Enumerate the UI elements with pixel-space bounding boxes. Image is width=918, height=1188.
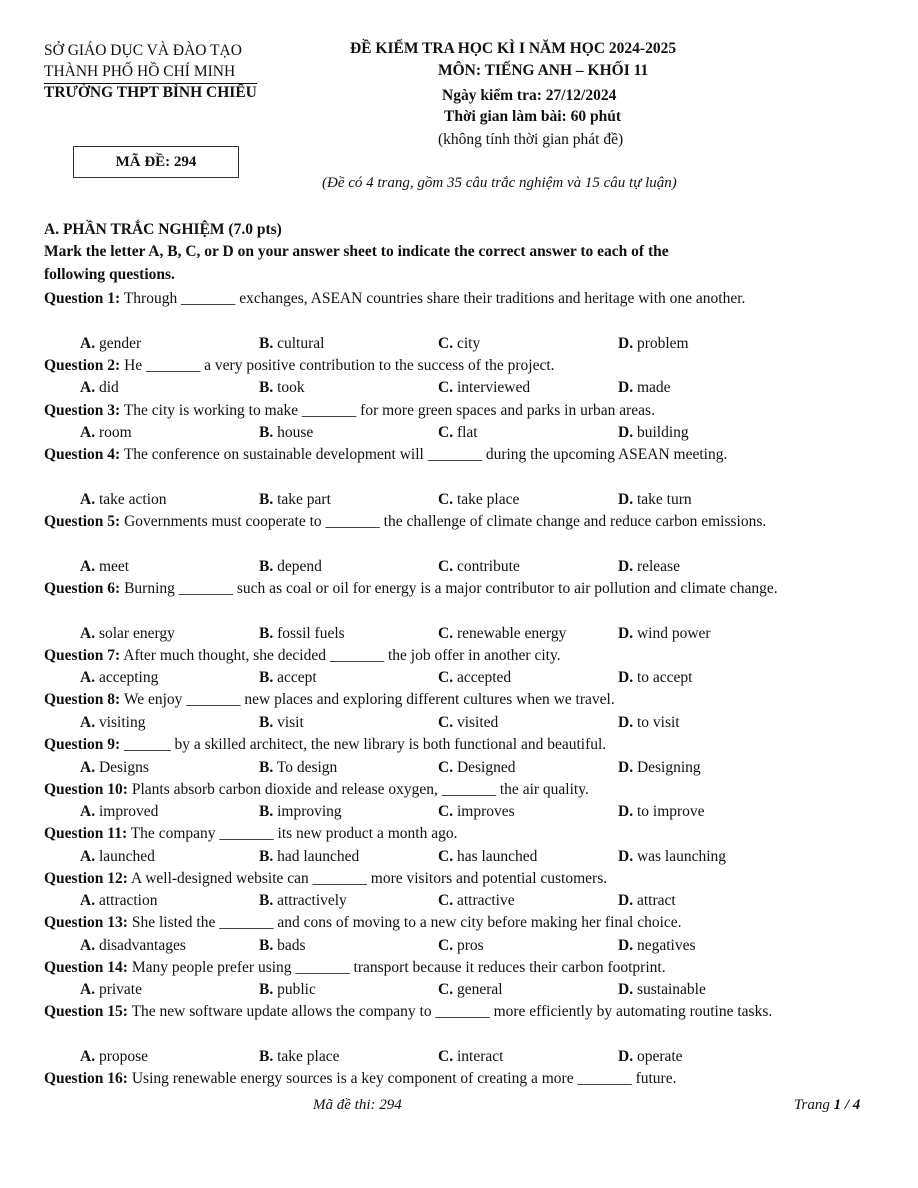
question-text: After much thought, she decided _______ the job offer in another city. — [123, 647, 561, 664]
option-text: disadvantages — [98, 937, 186, 954]
option-text: take place — [277, 1048, 340, 1065]
option-letter: C. — [438, 714, 454, 731]
question-12 — [44, 868, 876, 890]
option-text: negatives — [636, 937, 696, 954]
answer-option[interactable] — [80, 890, 157, 912]
section-instruction-line-1: Mark the letter A, B, C, or D on your answer sheet to indicate the correct answer to each of the — [44, 243, 669, 260]
option-letter: D. — [618, 759, 634, 776]
option-letter: C. — [438, 335, 454, 352]
question-5 — [44, 511, 876, 533]
option-text: problem — [636, 335, 689, 352]
answer-option[interactable] — [259, 979, 316, 1001]
option-letter: C. — [438, 981, 454, 998]
question-12-options — [80, 890, 880, 912]
option-text: was launching — [636, 848, 727, 865]
answer-option[interactable] — [80, 712, 145, 734]
answer-option[interactable] — [618, 333, 689, 355]
answer-option[interactable] — [438, 890, 515, 912]
question-text: Using renewable energy sources is a key component of creating a more _______ future. — [131, 1070, 677, 1087]
answer-option[interactable] — [80, 623, 175, 645]
answer-option[interactable] — [80, 979, 142, 1001]
option-letter: B. — [259, 892, 274, 909]
option-letter: B. — [259, 1048, 274, 1065]
question-label: Question 13: — [44, 914, 128, 931]
question-11 — [44, 823, 876, 845]
question-text: Through _______ exchanges, ASEAN countries share their traditions and heritage with one another. — [123, 290, 746, 307]
option-letter: A. — [80, 937, 96, 954]
option-text: accepting — [98, 669, 159, 686]
question-label: Question 5: — [44, 513, 121, 530]
option-text: did — [98, 379, 119, 396]
option-text: building — [636, 424, 689, 441]
option-text: attraction — [98, 892, 158, 909]
exam-description: (Đề có 4 trang, gồm 35 câu trắc nghiệm và 15 câu tự luận) — [322, 175, 677, 191]
answer-option[interactable] — [618, 556, 680, 578]
answer-option[interactable] — [618, 890, 676, 912]
option-text: to visit — [636, 714, 680, 731]
option-letter: A. — [80, 424, 96, 441]
option-text: fossil fuels — [277, 625, 345, 642]
question-8 — [44, 689, 876, 711]
answer-option[interactable] — [80, 489, 167, 511]
question-text: Plants absorb carbon dioxide and release oxygen, _______ the air quality. — [131, 781, 589, 798]
option-text: public — [277, 981, 316, 998]
question-label: Question 16: — [44, 1070, 128, 1087]
answer-option[interactable] — [438, 556, 520, 578]
question-6 — [44, 578, 897, 600]
answer-option[interactable] — [438, 623, 566, 645]
answer-option[interactable] — [259, 801, 342, 823]
answer-option[interactable] — [259, 757, 337, 779]
answer-option[interactable] — [80, 422, 132, 444]
option-letter: A. — [80, 892, 96, 909]
option-letter: A. — [80, 335, 96, 352]
option-letter: A. — [80, 491, 96, 508]
question-text: Governments must cooperate to _______ the challenge of climate change and reduce carbon emissions. — [124, 513, 767, 530]
question-text: Burning _______ such as coal or oil for energy is a major contributor to air pollution and climate change. — [124, 580, 778, 597]
option-text: flat — [456, 424, 478, 441]
option-text: attractively — [277, 892, 347, 909]
option-text: Designs — [98, 759, 149, 776]
option-text: bads — [277, 937, 306, 954]
option-letter: A. — [80, 803, 96, 820]
answer-option[interactable] — [259, 422, 313, 444]
question-1 — [44, 288, 897, 310]
footer-exam-code: Mã đề thi: 294 — [313, 1097, 402, 1113]
question-label: Question 7: — [44, 647, 121, 664]
option-letter: B. — [259, 424, 274, 441]
option-text: Designing — [636, 759, 701, 776]
option-letter: B. — [259, 558, 274, 575]
section-title: A. PHẦN TRẮC NGHIỆM (7.0 pts) — [44, 221, 282, 238]
option-letter: B. — [259, 937, 274, 954]
option-text: made — [636, 379, 671, 396]
answer-option[interactable] — [259, 935, 306, 957]
option-text: attractive — [456, 892, 515, 909]
question-text: The company _______ its new product a month ago. — [130, 825, 458, 842]
option-letter: A. — [80, 625, 96, 642]
answer-option[interactable] — [618, 623, 711, 645]
option-letter: B. — [259, 669, 274, 686]
answer-option[interactable] — [80, 667, 158, 689]
option-letter: C. — [438, 937, 454, 954]
answer-option[interactable] — [80, 801, 158, 823]
option-text: city — [456, 335, 481, 352]
question-label: Question 4: — [44, 446, 121, 463]
option-letter: C. — [438, 424, 454, 441]
question-11-options — [80, 846, 880, 868]
answer-option[interactable] — [618, 712, 680, 734]
answer-option[interactable] — [438, 667, 511, 689]
answer-option[interactable] — [618, 935, 696, 957]
option-letter: A. — [80, 759, 96, 776]
answer-option[interactable] — [259, 890, 347, 912]
answer-option[interactable] — [259, 377, 305, 399]
option-letter: C. — [438, 669, 454, 686]
answer-option[interactable] — [438, 422, 478, 444]
question-13 — [44, 912, 876, 934]
option-text: had launched — [277, 848, 360, 865]
option-text: to accept — [636, 669, 693, 686]
question-text: The new software update allows the company to _______ more efficiently by automating routine tasks. — [131, 1003, 773, 1020]
answer-option[interactable] — [618, 422, 689, 444]
question-2 — [44, 355, 876, 377]
answer-option[interactable] — [438, 1046, 503, 1068]
exam-subject: MÔN: TIẾNG ANH – KHỐI 11 — [438, 62, 649, 79]
question-label: Question 2: — [44, 357, 121, 374]
question-4-options — [80, 489, 880, 511]
department-line-1: SỞ GIÁO DỤC VÀ ĐÀO TẠO — [44, 42, 242, 59]
option-text: visited — [456, 714, 499, 731]
answer-option[interactable] — [618, 979, 706, 1001]
answer-option[interactable] — [618, 377, 671, 399]
answer-option[interactable] — [618, 489, 692, 511]
exam-duration: Thời gian làm bài: 60 phút — [444, 108, 621, 125]
option-text: propose — [98, 1048, 149, 1065]
answer-option[interactable] — [438, 489, 519, 511]
question-text: He _______ a very positive contribution to the success of the project. — [124, 357, 555, 374]
question-14-options — [80, 979, 880, 1001]
answer-option[interactable] — [80, 556, 129, 578]
option-text: operate — [636, 1048, 683, 1065]
answer-option[interactable] — [259, 623, 345, 645]
department-line-2: THÀNH PHỐ HỒ CHÍ MINH — [44, 63, 236, 80]
answer-option[interactable] — [438, 846, 537, 868]
exam-date: Ngày kiểm tra: 27/12/2024 — [442, 87, 617, 104]
option-text: general — [456, 981, 503, 998]
question-1-options — [80, 333, 880, 355]
option-text: release — [636, 558, 680, 575]
question-label: Question 10: — [44, 781, 128, 798]
option-text: took — [277, 379, 305, 396]
question-text: A well-designed website can _______ more visitors and potential customers. — [131, 870, 608, 887]
option-letter: C. — [438, 759, 454, 776]
option-text: room — [98, 424, 132, 441]
option-letter: B. — [259, 491, 274, 508]
option-letter: D. — [618, 714, 634, 731]
answer-option[interactable] — [438, 377, 530, 399]
question-9-options — [80, 757, 880, 779]
option-text: To design — [276, 759, 338, 776]
exam-duration-note: (không tính thời gian phát đề) — [438, 131, 624, 148]
option-text: take part — [277, 491, 331, 508]
option-letter: A. — [80, 1048, 96, 1065]
option-letter: D. — [618, 892, 634, 909]
option-text: launched — [98, 848, 155, 865]
answer-option[interactable] — [618, 801, 705, 823]
option-letter: B. — [259, 759, 274, 776]
question-10 — [44, 779, 876, 801]
answer-option[interactable] — [438, 757, 516, 779]
exam-code-box: MÃ ĐỀ: 294 — [73, 146, 239, 178]
answer-option[interactable] — [259, 556, 322, 578]
question-2-options — [80, 377, 880, 399]
option-letter: C. — [438, 379, 454, 396]
option-text: improves — [456, 803, 515, 820]
option-text: visiting — [98, 714, 146, 731]
option-letter: D. — [618, 848, 634, 865]
option-letter: A. — [80, 848, 96, 865]
option-text: gender — [98, 335, 142, 352]
option-letter: C. — [438, 848, 454, 865]
option-text: has launched — [456, 848, 538, 865]
question-label: Question 9: — [44, 736, 121, 753]
answer-option[interactable] — [438, 333, 480, 355]
question-label: Question 11: — [44, 825, 128, 842]
question-14 — [44, 957, 876, 979]
school-header — [44, 40, 257, 103]
question-15-options — [80, 1046, 880, 1068]
answer-option[interactable] — [438, 935, 484, 957]
question-label: Question 12: — [44, 870, 128, 887]
option-letter: D. — [618, 981, 634, 998]
option-text: take place — [456, 491, 520, 508]
option-letter: C. — [438, 625, 454, 642]
question-label: Question 6: — [44, 580, 121, 597]
option-letter: D. — [618, 335, 634, 352]
option-text: depend — [277, 558, 322, 575]
question-13-options — [80, 935, 880, 957]
option-letter: D. — [618, 625, 634, 642]
option-letter: B. — [259, 379, 274, 396]
question-text: ______ by a skilled architect, the new library is both functional and beautiful. — [124, 736, 607, 753]
answer-option[interactable] — [259, 846, 359, 868]
answer-option[interactable] — [259, 333, 324, 355]
option-letter: C. — [438, 892, 454, 909]
option-letter: D. — [618, 803, 634, 820]
option-letter: D. — [618, 937, 634, 954]
school-name: TRƯỜNG THPT BÌNH CHIỂU — [44, 84, 257, 101]
question-3-options — [80, 422, 880, 444]
question-label: Question 1: — [44, 290, 121, 307]
answer-option[interactable] — [80, 846, 155, 868]
question-text: She listed the _______ and cons of moving to a new city before making her final choice. — [131, 914, 682, 931]
option-text: accept — [277, 669, 317, 686]
option-letter: B. — [259, 714, 274, 731]
answer-option[interactable] — [259, 1046, 339, 1068]
answer-option[interactable] — [80, 757, 149, 779]
option-text: solar energy — [98, 625, 175, 642]
question-3 — [44, 400, 876, 422]
option-text: wind power — [636, 625, 711, 642]
question-label: Question 8: — [44, 691, 121, 708]
option-text: pros — [456, 937, 484, 954]
option-letter: A. — [80, 558, 96, 575]
question-15 — [44, 1001, 876, 1023]
option-text: take action — [98, 491, 167, 508]
option-letter: B. — [259, 625, 274, 642]
question-10-options — [80, 801, 880, 823]
question-5-options — [80, 556, 880, 578]
answer-option[interactable] — [80, 1046, 148, 1068]
option-letter: A. — [80, 981, 96, 998]
answer-option[interactable] — [438, 712, 498, 734]
option-letter: A. — [80, 714, 96, 731]
option-text: meet — [98, 558, 130, 575]
answer-option[interactable] — [438, 979, 503, 1001]
option-text: private — [98, 981, 142, 998]
option-text: take turn — [636, 491, 692, 508]
option-text: to improve — [636, 803, 705, 820]
option-text: sustainable — [636, 981, 706, 998]
question-text: Many people prefer using _______ transport because it reduces their carbon footprint. — [131, 959, 666, 976]
question-8-options — [80, 712, 880, 734]
option-letter: B. — [259, 848, 274, 865]
option-letter: D. — [618, 424, 634, 441]
option-letter: D. — [618, 379, 634, 396]
question-text: We enjoy _______ new places and exploring different cultures when we travel. — [123, 691, 615, 708]
option-text: accepted — [456, 669, 512, 686]
option-letter: D. — [618, 669, 634, 686]
option-letter: D. — [618, 491, 634, 508]
question-label: Question 15: — [44, 1003, 128, 1020]
option-letter: C. — [438, 558, 454, 575]
option-text: interact — [456, 1048, 504, 1065]
question-6-options — [80, 623, 880, 645]
option-text: attract — [636, 892, 676, 909]
option-text: interviewed — [456, 379, 531, 396]
question-text: The city is working to make _______ for more green spaces and parks in urban areas. — [123, 402, 655, 419]
section-instruction-line-2: following questions. — [44, 266, 175, 283]
question-text: The conference on sustainable development will _______ during the upcoming ASEAN meeting. — [123, 446, 728, 463]
option-letter: D. — [618, 1048, 634, 1065]
answer-option[interactable] — [259, 712, 304, 734]
option-letter: B. — [259, 803, 274, 820]
answer-option[interactable] — [618, 1046, 683, 1068]
answer-option[interactable] — [259, 489, 331, 511]
question-16 — [44, 1068, 876, 1090]
answer-option[interactable] — [438, 801, 515, 823]
question-7 — [44, 645, 876, 667]
question-label: Question 14: — [44, 959, 128, 976]
footer-page-number: Trang 1 / 4 — [794, 1097, 861, 1113]
option-letter: A. — [80, 669, 96, 686]
option-text: improved — [98, 803, 159, 820]
option-text: house — [277, 424, 314, 441]
option-letter: C. — [438, 491, 454, 508]
option-letter: C. — [438, 803, 454, 820]
option-letter: D. — [618, 558, 634, 575]
answer-option[interactable] — [80, 935, 186, 957]
option-letter: C. — [438, 1048, 454, 1065]
answer-option[interactable] — [259, 667, 317, 689]
answer-option[interactable] — [618, 757, 701, 779]
option-letter: B. — [259, 981, 274, 998]
question-4 — [44, 444, 876, 466]
question-9 — [44, 734, 876, 756]
option-text: contribute — [456, 558, 520, 575]
option-text: cultural — [277, 335, 325, 352]
answer-option[interactable] — [80, 377, 119, 399]
exam-title: ĐỀ KIỂM TRA HỌC KÌ I NĂM HỌC 2024-2025 — [350, 40, 677, 57]
question-label: Question 3: — [44, 402, 121, 419]
option-letter: B. — [259, 335, 274, 352]
option-letter: A. — [80, 379, 96, 396]
answer-option[interactable] — [618, 667, 692, 689]
question-7-options — [80, 667, 880, 689]
option-text: Designed — [456, 759, 516, 776]
option-text: renewable energy — [456, 625, 567, 642]
answer-option[interactable] — [80, 333, 141, 355]
answer-option[interactable] — [618, 846, 726, 868]
option-text: improving — [277, 803, 342, 820]
option-text: visit — [277, 714, 304, 731]
